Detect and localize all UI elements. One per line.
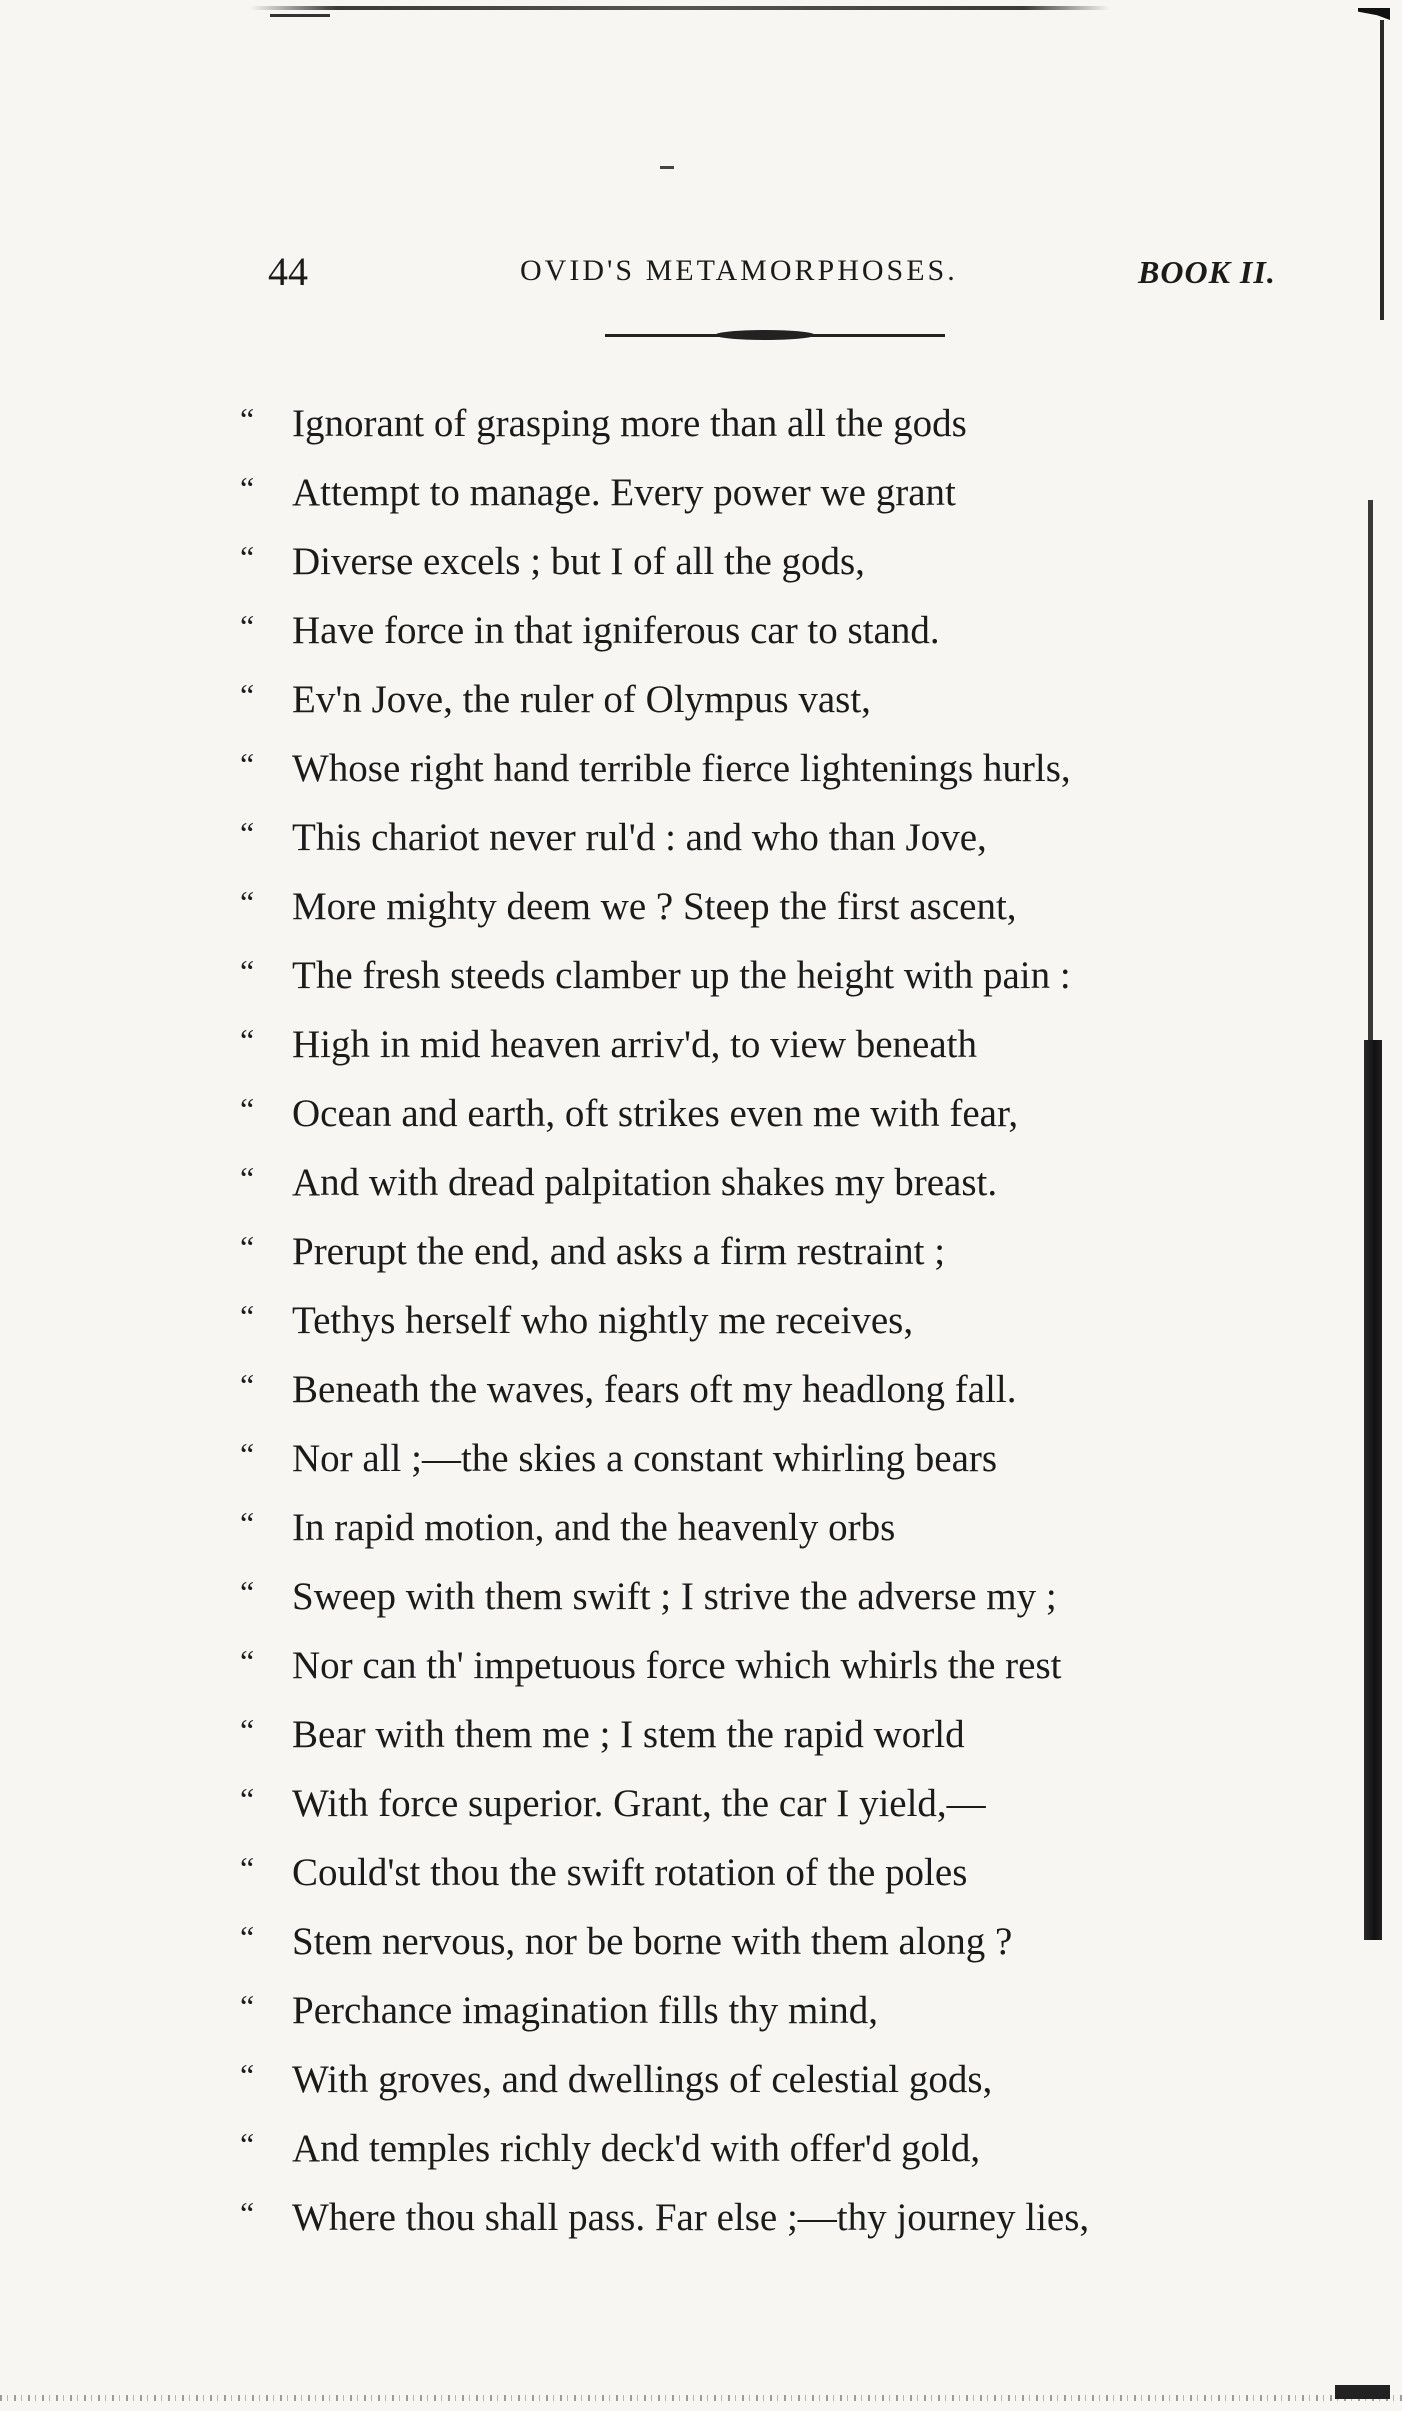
book-label: BOOK II. (1138, 254, 1276, 290)
verse-line-text: Prerupt the end, and asks a firm restraint ; (292, 1230, 946, 1273)
verse-line-text: Diverse excels ; but I of all the gods, (292, 540, 865, 583)
verse-line-text: And temples richly deck'd with offer'd gold, (292, 2127, 981, 2170)
verse-line-text: In rapid motion, and the heavenly orbs (292, 1506, 896, 1549)
verse-line (240, 385, 1340, 454)
verse-line (240, 2110, 1340, 2179)
verse-line (240, 1420, 1340, 1489)
quote-mark: “ (240, 1160, 255, 1196)
verse-line (240, 1558, 1340, 1627)
quote-mark: “ (240, 1643, 255, 1679)
verse-line (240, 592, 1340, 661)
verse-line (240, 1903, 1340, 1972)
verse-line-text: More mighty deem we ? Steep the first ascent, (292, 885, 1017, 928)
verse-line (240, 1282, 1340, 1351)
verse-line-text: Attempt to manage. Every power we grant (292, 471, 956, 514)
quote-mark: “ (240, 401, 255, 437)
quote-mark: “ (240, 1574, 255, 1610)
verse-line-text: And with dread palpitation shakes my breast. (292, 1161, 998, 1204)
right-edge-shadow-top (1380, 20, 1384, 320)
verse-line (240, 2179, 1340, 2248)
quote-mark: “ (240, 1091, 255, 1127)
verse-line-text: Perchance imagination fills thy mind, (292, 1989, 878, 2032)
top-edge-rule (250, 6, 1110, 10)
verse-line-text: Ocean and earth, oft strikes even me with fear, (292, 1092, 1019, 1135)
verse-line (240, 1627, 1340, 1696)
verse-line-text: The fresh steeds clamber up the height with pain : (292, 954, 1071, 997)
verse-line-text: Where thou shall pass. Far else ;—thy journey lies, (292, 2196, 1090, 2239)
quote-mark: “ (240, 1298, 255, 1334)
verse-line (240, 523, 1340, 592)
bottom-edge-mark (1335, 2385, 1390, 2399)
verse-line-text: Ev'n Jove, the ruler of Olympus vast, (292, 678, 871, 721)
quote-mark: “ (240, 884, 255, 920)
quote-mark: “ (240, 1850, 255, 1886)
verse-line (240, 799, 1340, 868)
verse-line-text: Nor can th' impetuous force which whirls the rest (292, 1644, 1062, 1687)
quote-mark: “ (240, 1436, 255, 1472)
verse-line (240, 730, 1340, 799)
right-edge-shadow-middle (1368, 500, 1373, 1060)
top-edge-mark (270, 14, 330, 17)
verse-line-text: Stem nervous, nor be borne with them along ? (292, 1920, 1013, 1963)
quote-mark: “ (240, 1022, 255, 1058)
quote-mark: “ (240, 1712, 255, 1748)
quote-mark: “ (240, 608, 255, 644)
verse-line (240, 1696, 1340, 1765)
verse-line-text: Beneath the waves, fears oft my headlong fall. (292, 1368, 1017, 1411)
corner-mark (1358, 8, 1390, 20)
quote-mark: “ (240, 677, 255, 713)
quote-mark: “ (240, 746, 255, 782)
running-title: OVID'S METAMORPHOSES. (520, 254, 958, 287)
right-edge-shadow-bottom (1364, 1040, 1382, 1940)
verse-line-text: With groves, and dwellings of celestial gods, (292, 2058, 993, 2101)
verse-line-text: This chariot never rul'd : and who than Jove, (292, 816, 987, 859)
quote-mark: “ (240, 539, 255, 575)
verse-line (240, 1834, 1340, 1903)
quote-mark: “ (240, 1367, 255, 1403)
quote-mark: “ (240, 1229, 255, 1265)
verse-line (240, 454, 1340, 523)
verse-line-text: Ignorant of grasping more than all the gods (292, 402, 967, 445)
page-number: 44 (268, 249, 308, 294)
quote-mark: “ (240, 2126, 255, 2162)
verse-line (240, 1765, 1340, 1834)
header-rule-ornament (715, 330, 815, 340)
verse-line (240, 2041, 1340, 2110)
verse-line-text: Bear with them me ; I stem the rapid world (292, 1713, 965, 1756)
verse-line-text: Nor all ;—the skies a constant whirling bears (292, 1437, 998, 1480)
verse-line (240, 937, 1340, 1006)
verse-line (240, 661, 1340, 730)
quote-mark: “ (240, 2195, 255, 2231)
quote-mark: “ (240, 953, 255, 989)
quote-mark: “ (240, 1505, 255, 1541)
verse-line (240, 1213, 1340, 1282)
quote-mark: “ (240, 2057, 255, 2093)
stray-mark (660, 166, 674, 169)
verse-line (240, 1351, 1340, 1420)
verse-line-text: Could'st thou the swift rotation of the poles (292, 1851, 968, 1894)
verse-line-text: Sweep with them swift ; I strive the adverse my ; (292, 1575, 1057, 1618)
verse-line-text: Tethys herself who nightly me receives, (292, 1299, 914, 1342)
verse-line (240, 1075, 1340, 1144)
quote-mark: “ (240, 1919, 255, 1955)
verse-line-text: High in mid heaven arriv'd, to view beneath (292, 1023, 977, 1066)
verse-line-text: Have force in that igniferous car to stand. (292, 609, 940, 652)
quote-mark: “ (240, 1781, 255, 1817)
verse-line (240, 1006, 1340, 1075)
verse-line-text: With force superior. Grant, the car I yield,— (292, 1782, 986, 1825)
bottom-edge-noise (0, 2395, 1402, 2401)
verse-block (240, 385, 1340, 2248)
quote-mark: “ (240, 1988, 255, 2024)
verse-line (240, 868, 1340, 937)
verse-line (240, 1144, 1340, 1213)
verse-line-text: Whose right hand terrible fierce lightenings hurls, (292, 747, 1071, 790)
verse-line (240, 1489, 1340, 1558)
verse-line (240, 1972, 1340, 2041)
quote-mark: “ (240, 470, 255, 506)
quote-mark: “ (240, 815, 255, 851)
